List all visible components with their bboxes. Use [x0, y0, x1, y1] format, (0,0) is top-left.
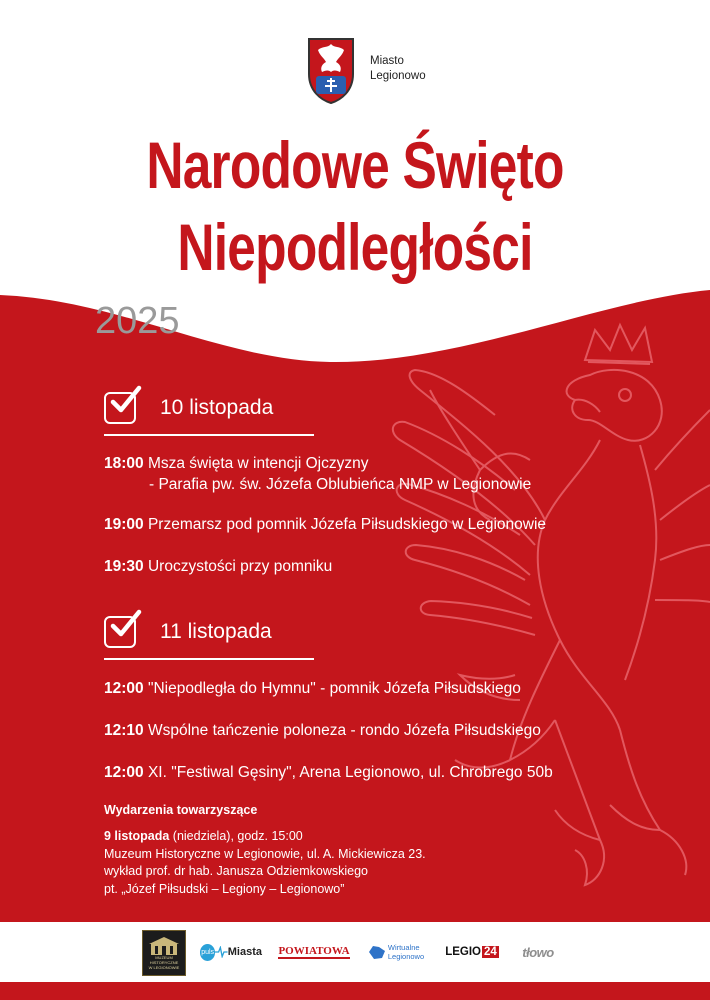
- event-time: 12:00: [104, 764, 144, 781]
- event-text: XI. "Festiwal Gęsiny", Arena Legionowo, ul. Chrobrego 50b: [147, 764, 553, 781]
- tlowo-name: tłowo: [522, 944, 554, 960]
- event-text: "Niepodległa do Hymnu" - pomnik Józefa Piłsudskiego: [147, 680, 521, 697]
- bottom-red-bar: [0, 982, 710, 1000]
- event-time: 19:30: [104, 558, 144, 575]
- museum-line3: W LEGIONOWIE: [148, 964, 180, 970]
- event-item: [104, 720, 541, 741]
- legio-number: 24: [484, 946, 497, 958]
- pulsmiasta-name: Miasta: [227, 946, 262, 958]
- event-subtext: - Parafia pw. św. Józefa Oblubieńca NMP w Legionowie: [149, 476, 532, 493]
- sponsor-pulsmiasta-logo: [200, 930, 262, 974]
- event-time: 19:00: [104, 516, 144, 533]
- museum-line1: MUZEUM: [155, 954, 173, 960]
- logo-line1: Miasto: [370, 55, 404, 67]
- sponsor-museum-logo: [142, 930, 186, 976]
- pulsmiasta-prefix: puls: [200, 944, 215, 961]
- sponsor-tlowo-logo: [512, 930, 564, 974]
- event-item: [104, 678, 521, 699]
- day1-heading: [104, 392, 273, 424]
- powiatowa-name: POWIATOWA: [278, 945, 350, 957]
- map-region-icon: [368, 944, 386, 960]
- wirtualne-line2: Legionowo: [387, 952, 425, 961]
- day2-label: 11 listopada: [160, 620, 272, 643]
- event-text: Msza święta w intencji Ojczyzny: [147, 455, 369, 472]
- day2-heading: [104, 616, 272, 648]
- logo-line2: Legionowo: [370, 70, 426, 82]
- checkbox-icon: [104, 616, 136, 648]
- wirtualne-line1: Wirtualne: [387, 943, 420, 952]
- event-item: [104, 762, 553, 783]
- event-time: 18:00: [104, 455, 144, 472]
- sponsor-wirtualne-logo: [365, 930, 427, 974]
- side-events-title: Wydarzenia towarzyszące: [104, 803, 258, 817]
- side-event-venue: Muzeum Historyczne w Legionowie, ul. A. Mickiewicza 23.: [104, 846, 426, 861]
- side-event-topic: pt. „Józef Piłsudski – Legiony – Legionowo”: [104, 881, 345, 896]
- event-text: Wspólne tańczenie poloneza - rondo Józefa Piłsudskiego: [147, 722, 541, 739]
- checkbox-icon: [104, 392, 136, 424]
- side-events-details: [104, 828, 426, 898]
- day1-label: 10 listopada: [160, 396, 274, 419]
- event-item: [104, 453, 531, 495]
- city-crest-logo: [306, 36, 356, 106]
- legio-name: LEGIO: [445, 946, 481, 958]
- event-time: 12:00: [104, 680, 144, 697]
- side-event-lecture: wykład prof. dr hab. Janusza Odziemkowskiego: [104, 864, 369, 878]
- sponsor-bar: [0, 922, 710, 982]
- museum-line2: HISTORYCZNE: [149, 959, 179, 965]
- side-event-date: 9 listopada: [104, 829, 170, 843]
- event-text: Przemarsz pod pomnik Józefa Piłsudskiego w Legionowie: [147, 516, 547, 533]
- day1-divider: [104, 434, 314, 436]
- title-year: 2025: [95, 300, 180, 342]
- sponsor-powiatowa-logo: [280, 930, 348, 974]
- event-text: Uroczystości przy pomniku: [147, 558, 333, 575]
- page-title-line1: Narodowe Święto: [146, 128, 564, 202]
- pulse-line-icon: [215, 946, 228, 958]
- event-item: [104, 514, 546, 535]
- page-title-line2: Niepodległości: [177, 210, 533, 284]
- event-time: 12:10: [104, 722, 144, 739]
- sponsor-legio24-logo: [446, 930, 498, 974]
- day2-divider: [104, 658, 314, 660]
- event-item: [104, 556, 332, 577]
- museum-building-icon: [149, 937, 179, 955]
- logo-caption: [370, 54, 426, 84]
- side-event-date-rest: (niedziela), godz. 15:00: [172, 829, 303, 843]
